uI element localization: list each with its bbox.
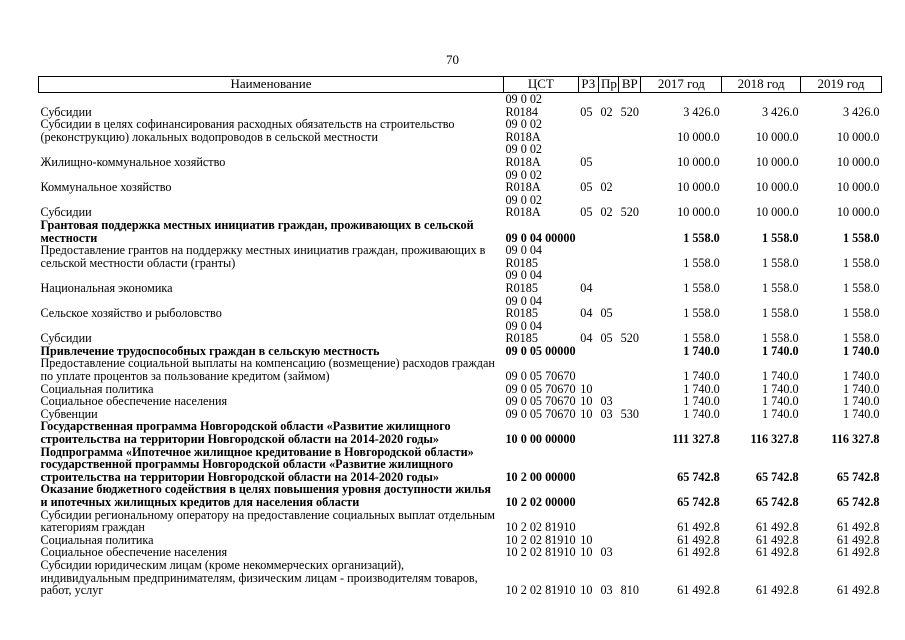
cell-value-2018: 1 558.0 [762,306,799,321]
cell-cst: 09 0 04 R0185 [505,318,543,346]
cell-value-2019: 1 558.0 [842,306,880,321]
cell-pr [598,118,618,143]
page-number: 70 [446,52,459,67]
cell-value-2017: 10 000.0 [677,205,720,220]
cell-vr [619,219,641,244]
cell-rz: 10 [580,583,593,598]
cell-name: Предоставление грантов на поддержку местных инициатив граждан, проживающих в сельской местности области (гранты) [40,243,486,270]
cell-cst: 09 0 02 R018A [505,142,543,169]
cell-cst: 09 0 04 R0185 [505,243,543,270]
cell-value-2018: 1 558.0 [762,280,799,295]
cell-rz [578,509,598,534]
table-row [39,194,882,219]
cell-vr: 810 [620,583,639,598]
cell-value-2019: 65 742.8 [836,495,880,509]
cell-rz: 10 [580,406,593,421]
cell-value-2017: 10 000.0 [677,154,720,169]
cell-pr [598,219,618,244]
cell-pr: 03 [600,406,613,421]
cell-rz: 10 [580,532,593,547]
cell-value-2017: 61 492.8 [677,532,720,547]
cell-cst: 09 0 04 00000 [505,230,576,245]
cell-vr [619,534,641,547]
cell-value-2018: 65 742.8 [755,495,799,509]
cell-rz [578,244,598,269]
cell-rz: 10 [580,381,593,396]
cell-cst: 09 0 05 70670 [505,369,576,384]
cell-vr [619,446,641,484]
cell-pr: 05 [600,306,613,321]
cell-cst: 09 0 04 R0185 [505,293,543,321]
cell-value-2018: 1 558.0 [762,230,799,245]
table-row [39,244,882,269]
cell-rz: 05 [580,154,593,169]
cell-value-2018: 61 492.8 [755,583,799,598]
cell-cst: 09 0 02 R0184 [505,92,543,119]
cell-value-2017: 61 492.8 [677,545,720,560]
table-row [39,559,882,597]
cell-name: Сельское хозяйство и рыболовство [40,306,222,321]
cell-value-2018: 1 558.0 [762,331,799,346]
cell-value-2018: 1 740.0 [762,381,799,396]
header-name: Наименование [39,77,504,93]
cell-name: Субсидии региональному оператору на предоставление социальных выплат отдельным категориям граждан [40,507,495,535]
cell-cst: 09 0 05 70670 [505,394,576,409]
cell-value-2017: 61 492.8 [677,583,720,598]
cell-rz [578,420,598,445]
cell-value-2017: 10 000.0 [677,180,720,195]
cell-pr [598,143,618,168]
cell-value-2019: 1 740.0 [842,406,880,421]
cell-value-2018: 61 492.8 [755,532,799,547]
cell-pr: 02 [600,205,613,220]
cell-rz [578,446,598,484]
cell-name: Социальное обеспечение населения [40,394,228,409]
cell-pr: 03 [600,583,613,598]
cell-value-2019: 10 000.0 [836,180,880,195]
cell-pr [598,244,618,269]
cell-vr [619,143,641,168]
table-header [39,77,882,93]
cell-value-2017: 1 740.0 [683,394,720,409]
cell-cst: 10 2 00 00000 [505,469,576,484]
cell-rz: 04 [580,280,593,295]
cell-name: Коммунальное хозяйство [40,180,172,195]
table-row [39,143,882,168]
header-cst: ЦСТ [503,77,578,93]
cell-value-2017: 1 740.0 [683,369,720,384]
cell-pr: 05 [600,331,613,346]
budget-table [38,76,882,597]
cell-pr [598,345,618,358]
cell-pr [598,420,618,445]
table-row [39,118,882,143]
header-rz: РЗ [578,77,598,93]
cell-vr: 520 [620,205,639,220]
cell-value-2017: 1 558.0 [683,230,720,245]
table-row [39,320,882,345]
cell-value-2017: 61 492.8 [677,520,720,535]
cell-value-2017: 65 742.8 [677,469,720,484]
cell-value-2019: 61 492.8 [836,583,880,598]
cell-name: Субсидии [40,331,92,346]
cell-cst: 10 0 00 00000 [505,432,576,447]
table-row [39,357,882,382]
cell-vr [619,169,641,194]
cell-value-2018: 1 740.0 [762,394,799,409]
table-body [39,93,882,597]
table-row [39,219,882,244]
cell-pr [598,483,618,508]
cell-name: Социальное обеспечение населения [40,545,228,560]
cell-name: Субсидии юридическим лицам (кроме некоммерческих организаций), индивидуальным предпринимателям, физическим лицам - производителям товаров, работ, услуг [40,557,478,598]
cell-value-2018: 10 000.0 [755,205,799,220]
cell-rz: 05 [580,205,593,220]
cell-pr [598,446,618,484]
cell-value-2017: 1 740.0 [683,381,720,396]
cell-name: Субсидии [40,104,92,119]
cell-cst: 09 0 05 70670 [505,406,576,421]
cell-name: Привлечение трудоспособных граждан в сельскую местность [40,343,380,358]
cell-value-2017: 1 558.0 [683,280,720,295]
cell-value-2017: 1 558.0 [683,331,720,346]
cell-rz [578,357,598,382]
table-row [39,269,882,294]
cell-vr [619,345,641,358]
cell-value-2018: 3 426.0 [762,104,799,119]
table-row [39,295,882,320]
table-row [39,169,882,194]
cell-vr [619,269,641,294]
cell-value-2017: 65 742.8 [677,495,720,509]
cell-name: Государственная программа Новгородской области «Развитие жилищного строительства на территории Новгородской области на 2014-2020 годы» [40,419,451,447]
cell-value-2017: 111 327.8 [672,432,720,447]
cell-cst: 09 0 05 70670 [505,381,576,396]
cell-name: Предоставление социальной выплаты на компенсацию (возмещение) расходов граждан по уплате процентов за пользование кредитом (займом) [40,356,495,384]
cell-name: Субсидии в целях софинансирования расходных обязательств на строительство (реконструкцию) локальных водопроводов в сельской местности [40,117,455,144]
cell-pr: 02 [600,180,613,195]
cell-value-2019: 116 327.8 [831,432,880,447]
cell-value-2017: 3 426.0 [683,104,720,119]
cell-vr [619,420,641,445]
cell-vr [619,395,641,408]
cell-cst: 09 0 05 00000 [505,343,576,358]
cell-value-2017: 1 558.0 [683,255,720,270]
cell-rz [578,118,598,143]
cell-value-2018: 1 740.0 [762,343,799,358]
cell-value-2017: 1 558.0 [683,306,720,321]
cell-value-2018: 1 558.0 [762,255,799,270]
cell-value-2019: 1 740.0 [842,381,880,396]
cell-rz: 10 [580,394,593,409]
cell-name: Субвенции [40,406,98,421]
cell-value-2019: 10 000.0 [836,205,880,220]
cell-value-2018: 10 000.0 [755,129,799,144]
cell-rz [578,483,598,508]
cell-cst: 09 0 02 R018A [505,167,543,195]
cell-vr [619,244,641,269]
header-pr: Пр [598,77,618,93]
cell-value-2018: 10 000.0 [755,154,799,169]
cell-cst: 10 2 02 81910 [505,532,576,547]
cell-pr: 03 [600,545,613,560]
cell-value-2019: 65 742.8 [836,469,880,484]
cell-cst: 10 2 02 81910 [505,545,576,560]
cell-value-2019: 61 492.8 [836,545,880,560]
cell-pr [598,357,618,382]
cell-name: Социальная политика [40,381,154,396]
cell-pr: 03 [600,394,613,409]
cell-vr [619,509,641,534]
cell-vr [619,357,641,382]
cell-vr: 520 [620,104,639,119]
cell-vr [619,483,641,508]
cell-value-2018: 61 492.8 [755,545,799,560]
cell-value-2019: 10 000.0 [836,154,880,169]
cell-cst: 10 2 02 81910 [505,520,576,535]
header-vr: ВР [619,77,641,93]
cell-value-2019: 1 740.0 [842,369,880,384]
cell-value-2019: 61 492.8 [836,532,880,547]
cell-rz: 10 [580,545,593,560]
cell-pr: 02 [600,104,613,119]
table-row [39,509,882,534]
cell-rz: 05 [580,180,593,195]
cell-value-2019: 1 558.0 [842,331,880,346]
table-row [39,446,882,484]
cell-value-2018: 1 740.0 [762,369,799,384]
header-2018: 2018 год [722,77,801,93]
cell-value-2017: 10 000.0 [677,129,720,144]
cell-value-2019: 10 000.0 [836,129,880,144]
cell-cst: 10 2 02 81910 [505,583,576,598]
cell-value-2018: 1 740.0 [762,406,799,421]
cell-name: Субсидии [40,205,92,220]
header-2017: 2017 год [641,77,722,93]
table-row [39,420,882,445]
cell-pr [598,269,618,294]
cell-cst: 09 0 02 R018A [505,192,543,220]
cell-vr: 530 [620,406,639,421]
cell-vr [619,295,641,320]
cell-name: Социальная политика [40,532,154,547]
cell-vr: 520 [620,331,639,346]
cell-name: Грантовая поддержка местных инициатив граждан, проживающих в сельской местности [40,217,474,245]
cell-vr [619,546,641,559]
cell-value-2019: 1 740.0 [842,394,880,409]
cell-value-2017: 1 740.0 [683,406,720,421]
cell-value-2018: 65 742.8 [755,469,799,484]
header-row [39,77,882,93]
header-2019: 2019 год [801,77,882,93]
cell-rz: 04 [580,306,593,321]
cell-rz: 04 [580,331,593,346]
cell-rz [578,345,598,358]
cell-name: Оказание бюджетного содействия в целях повышения уровня доступности жилья и ипотечных жилищных кредитов для населения области [40,482,491,509]
cell-value-2019: 1 558.0 [842,255,880,270]
cell-vr [619,383,641,396]
table-row [39,93,882,119]
cell-name: Подпрограмма «Ипотечное жилищное кредитование в Новгородской области» государственной программы Новгородской области «Развитие жилищного строительства на территории Новгородской области на 2014-2020 годы» [40,444,474,484]
cell-value-2017: 1 740.0 [683,343,720,358]
cell-value-2018: 61 492.8 [755,520,799,535]
cell-cst: 09 0 02 R018A [505,117,543,144]
cell-rz: 05 [580,104,593,119]
table-row [39,395,882,408]
cell-cst: 09 0 04 R0185 [505,268,543,295]
cell-vr [619,118,641,143]
cell-value-2019: 1 740.0 [842,343,880,358]
cell-pr [598,509,618,534]
cell-value-2019: 61 492.8 [836,520,880,535]
cell-name: Национальная экономика [40,280,173,295]
cell-rz [578,219,598,244]
table-row [39,483,882,508]
cell-value-2018: 116 327.8 [750,432,799,447]
cell-cst: 10 2 02 00000 [505,495,576,509]
cell-value-2019: 3 426.0 [842,104,880,119]
cell-value-2019: 1 558.0 [842,280,880,295]
cell-name: Жилищно-коммунальное хозяйство [40,154,226,169]
cell-value-2019: 1 558.0 [842,230,880,245]
cell-value-2018: 10 000.0 [755,180,799,195]
